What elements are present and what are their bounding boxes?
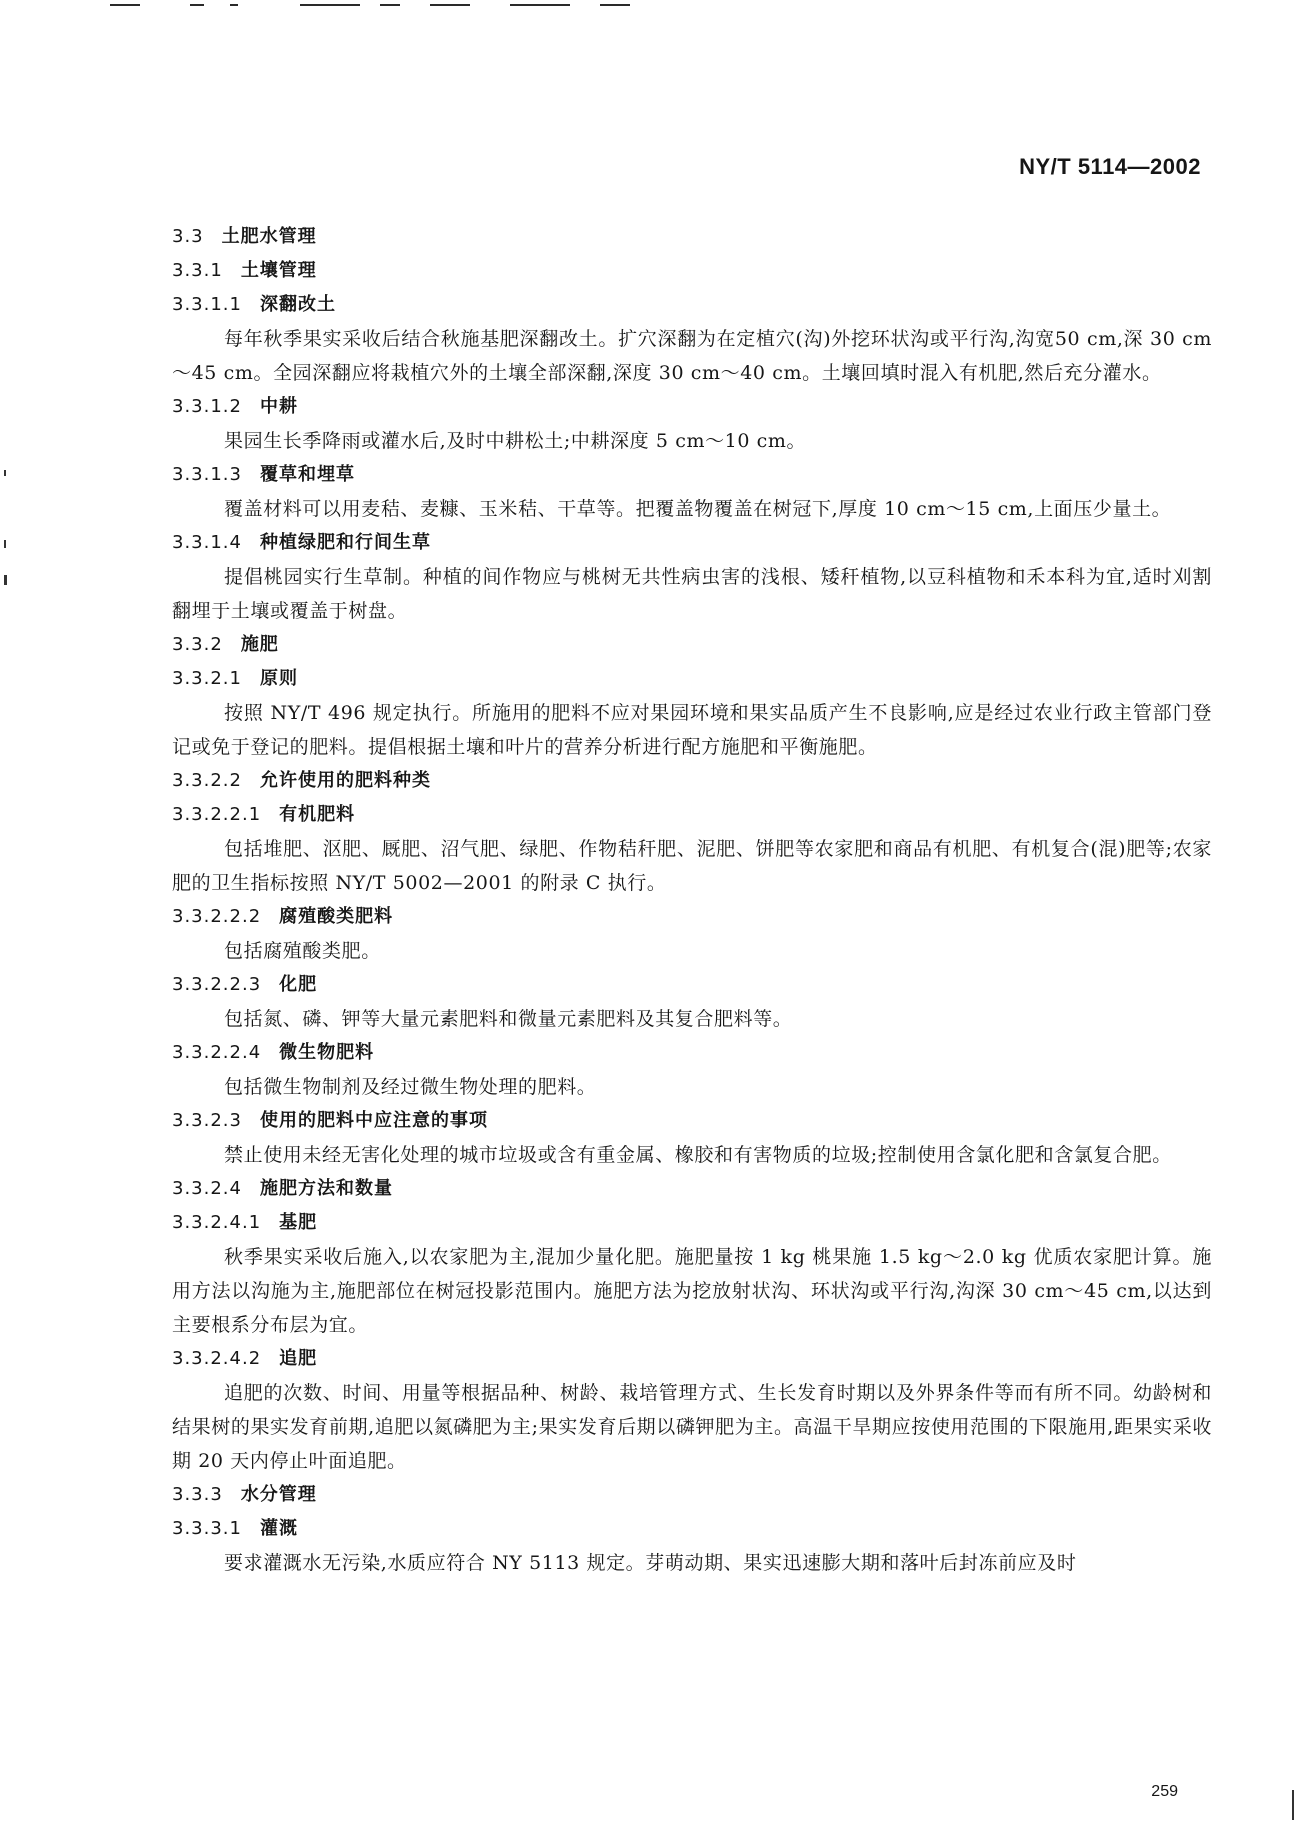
section-heading: [172, 1478, 1212, 1512]
paragraph: 包括氮、磷、钾等大量元素肥料和微量元素肥料及其复合肥料等。: [224, 1008, 793, 1030]
section-title: 灌溉: [259, 1518, 298, 1539]
paragraph: 秋季果实采收后施入,以农家肥为主,混加少量化肥。施肥量按 1 kg 桃果施 1.5 kg～2.0 kg 优质农家肥计算。施用方法以沟施为主,施肥部位在树冠投影范围内。施肥方法为挖放射状沟、环状沟或平行沟,沟深 30 cm～45 cm,以达到主要根系分布层为宜。: [172, 1246, 1212, 1336]
paragraph: 追肥的次数、时间、用量等根据品种、树龄、栽培管理方式、生长发育时期以及外界条件等而有所不同。幼龄树和结果树的果实发育前期,追肥以氮磷肥为主;果实发育后期以磷钾肥为主。高温干旱期应按使用范围的下限施用,距果实采收期 20 天内停止叶面追肥。: [172, 1382, 1212, 1472]
section-heading: [172, 526, 1212, 560]
section-title: 施肥方法和数量: [259, 1178, 393, 1199]
section-heading: [172, 662, 1212, 696]
section-heading: [172, 764, 1212, 798]
paragraph: 禁止使用未经无害化处理的城市垃圾或含有重金属、橡胶和有害物质的垃圾;控制使用含氯化肥和含氯复合肥。: [224, 1144, 1172, 1166]
page-number: 259: [1151, 1783, 1178, 1800]
section-number: 3.3.2.4.2: [172, 1348, 262, 1369]
paragraph: 果园生长季降雨或灌水后,及时中耕松土;中耕深度 5 cm～10 cm。: [224, 430, 807, 452]
section-title: 微生物肥料: [279, 1042, 375, 1063]
section-number: 3.3.2.2.2: [172, 906, 262, 927]
section-number: 3.3.2.1: [172, 668, 242, 689]
paragraph: 要求灌溉水无污染,水质应符合 NY 5113 规定。芽萌动期、果实迅速膨大期和落叶后封冻前应及时: [224, 1552, 1077, 1574]
section-number: 3.3.2.2.4: [172, 1042, 262, 1063]
section-number: 3.3.2.4: [172, 1178, 242, 1199]
section-title: 腐殖酸类肥料: [279, 906, 394, 927]
section-heading: [172, 900, 1212, 934]
paragraph: 包括微生物制剂及经过微生物处理的肥料。: [224, 1076, 597, 1098]
section-number: 3.3.2.4.1: [172, 1212, 262, 1233]
section-heading: [172, 458, 1212, 492]
section-number: 3.3.2.2.1: [172, 804, 262, 825]
section-heading: [172, 968, 1212, 1002]
section-title: 基肥: [279, 1212, 318, 1233]
section-title: 追肥: [279, 1348, 318, 1369]
section-heading: [172, 220, 1212, 254]
section-title: 施肥: [240, 634, 279, 655]
section-heading: [172, 1172, 1212, 1206]
section-number: 3.3.1.4: [172, 532, 242, 553]
paragraph: 包括腐殖酸类肥。: [224, 940, 381, 962]
section-title: 化肥: [279, 974, 318, 995]
section-heading: [172, 288, 1212, 322]
section-heading: [172, 1342, 1212, 1376]
section-number: 3.3.2.2: [172, 770, 242, 791]
section-title: 深翻改土: [259, 294, 336, 315]
section-title: 原则: [259, 668, 298, 689]
section-heading: [172, 254, 1212, 288]
paragraph: 提倡桃园实行生草制。种植的间作物应与桃树无共性病虫害的浅根、矮秆植物,以豆科植物和禾本科为宜,适时刈割翻埋于土壤或覆盖于树盘。: [172, 566, 1212, 622]
document-body: [172, 220, 1212, 1580]
section-number: 3.3.1: [172, 260, 223, 281]
paragraph: 按照 NY/T 496 规定执行。所施用的肥料不应对果园环境和果实品质产生不良影响,应是经过农业行政主管部门登记或免于登记的肥料。提倡根据土壤和叶片的营养分析进行配方施肥和平衡施肥。: [172, 702, 1212, 758]
paragraph: 覆盖材料可以用麦秸、麦糠、玉米秸、干草等。把覆盖物覆盖在树冠下,厚度 10 cm～15 cm,上面压少量土。: [224, 498, 1172, 520]
section-number: 3.3.2: [172, 634, 223, 655]
section-title: 种植绿肥和行间生草: [259, 532, 431, 553]
section-number: 3.3.1.3: [172, 464, 242, 485]
section-title: 土壤管理: [240, 260, 317, 281]
section-number: 3.3.1.1: [172, 294, 242, 315]
section-number: 3.3.1.2: [172, 396, 242, 417]
section-heading: [172, 1206, 1212, 1240]
section-title: 土肥水管理: [221, 226, 317, 247]
section-heading: [172, 798, 1212, 832]
paragraph: 每年秋季果实采收后结合秋施基肥深翻改土。扩穴深翻为在定植穴(沟)外挖环状沟或平行沟,沟宽50 cm,深 30 cm～45 cm。全园深翻应将栽植穴外的土壤全部深翻,深度 30 cm～40 cm。土壤回填时混入有机肥,然后充分灌水。: [172, 328, 1212, 384]
section-title: 使用的肥料中应注意的事项: [259, 1110, 488, 1131]
document-code: NY/T 5114—2002: [1019, 154, 1201, 179]
section-number: 3.3.2.3: [172, 1110, 242, 1131]
section-title: 允许使用的肥料种类: [259, 770, 431, 791]
scan-artifact-marks: [110, 0, 670, 12]
paragraph: 包括堆肥、沤肥、厩肥、沼气肥、绿肥、作物秸秆肥、泥肥、饼肥等农家肥和商品有机肥、有机复合(混)肥等;农家肥的卫生指标按照 NY/T 5002—2001 的附录 C 执行。: [172, 838, 1212, 894]
section-number: 3.3.2.2.3: [172, 974, 262, 995]
section-title: 有机肥料: [279, 804, 356, 825]
section-title: 水分管理: [240, 1484, 317, 1505]
section-heading: [172, 1512, 1212, 1546]
section-number: 3.3.3: [172, 1484, 223, 1505]
section-title: 覆草和埋草: [259, 464, 355, 485]
section-title: 中耕: [259, 396, 298, 417]
section-number: 3.3: [172, 226, 204, 247]
section-heading: [172, 1104, 1212, 1138]
section-heading: [172, 1036, 1212, 1070]
section-heading: [172, 628, 1212, 662]
section-number: 3.3.3.1: [172, 1518, 242, 1539]
section-heading: [172, 390, 1212, 424]
